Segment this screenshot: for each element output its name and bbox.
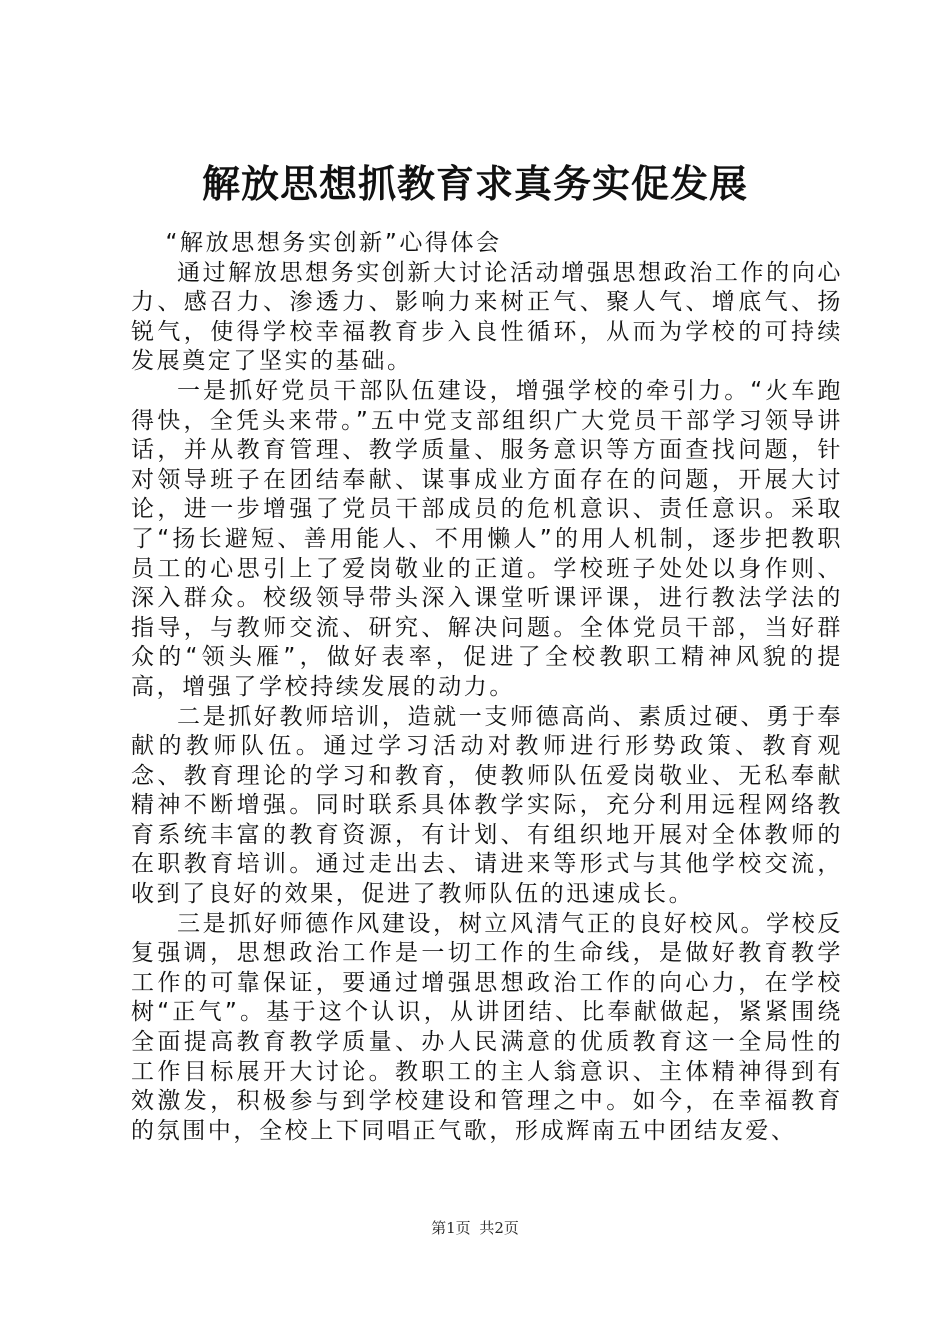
paragraph-2: 二是抓好教师培训，造就一支师德高尚、素质过硬、勇于奉献的教师队伍。通过学习活动对教师进行形势政策、教育观念、教育理论的学习和教育，使教师队伍爱岗敬业、无私奉献精神不断增强。同时联系具体教学实际，充分利用远程网络教育系统丰富的教育资源，有计划、有组织地开展对全体教师的在职教育培训。通过走出去、请进来等形式与其他学校交流，收到了良好的效果，促进了教师队伍的迅速成长。 (131, 703, 843, 908)
page-footer (0, 1218, 950, 1238)
paragraph-1: 一是抓好党员干部队伍建设，增强学校的牵引力。“火车跑得快，全凭头来带。”五中党支部组织广大党员干部学习领导讲话，并从教育管理、教学质量、服务意识等方面查找问题，针对领导班子在团结奉献、谋事成业方面存在的问题，开展大讨论，进一步增强了党员干部成员的危机意识、责任意识。采取了“扬长避短、善用能人、不用懒人”的用人机制，逐步把教职员工的心思引上了爱岗敬业的正道。学校班子处处以身作则、深入群众。校级领导带头深入课堂听课评课，进行教法学法的指导，与教师交流、研究、解决问题。全体党员干部，当好群众的“领头雁”，做好表率，促进了全校教职工精神风貌的提高，增强了学校持续发展的动力。 (131, 377, 843, 700)
page-total: 共2页 (479, 1219, 519, 1237)
page-number: 第1页 (431, 1219, 471, 1237)
paragraph-intro: 通过解放思想务实创新大讨论活动增强思想政治工作的向心力、感召力、渗透力、影响力来树正气、聚人气、增底气、扬锐气，使得学校幸福教育步入良性循环，从而为学校的可持续发展奠定了坚实的基础。 (131, 259, 843, 375)
document-body (131, 229, 843, 1146)
paragraph-3: 三是抓好师德作风建设，树立风清气正的良好校风。学校反复强调，思想政治工作是一切工作的生命线，是做好教育教学工作的可靠保证，要通过增强思想政治工作的向心力，在学校树“正气”。基于这个认识，从讲团结、比奉献做起，紧紧围绕全面提高教育教学质量、办人民满意的优质教育这一全局性的工作目标展开大讨论。教职工的主人翁意识、主体精神得到有效激发，积极参与到学校建设和管理之中。如今，在幸福教育的氛围中，全校上下同唱正气歌，形成辉南五中团结友爱、 (131, 910, 843, 1144)
document-subtitle: “解放思想务实创新”心得体会 (165, 230, 502, 256)
document-title: 解放思想抓教育求真务实促发展 (201, 161, 748, 206)
